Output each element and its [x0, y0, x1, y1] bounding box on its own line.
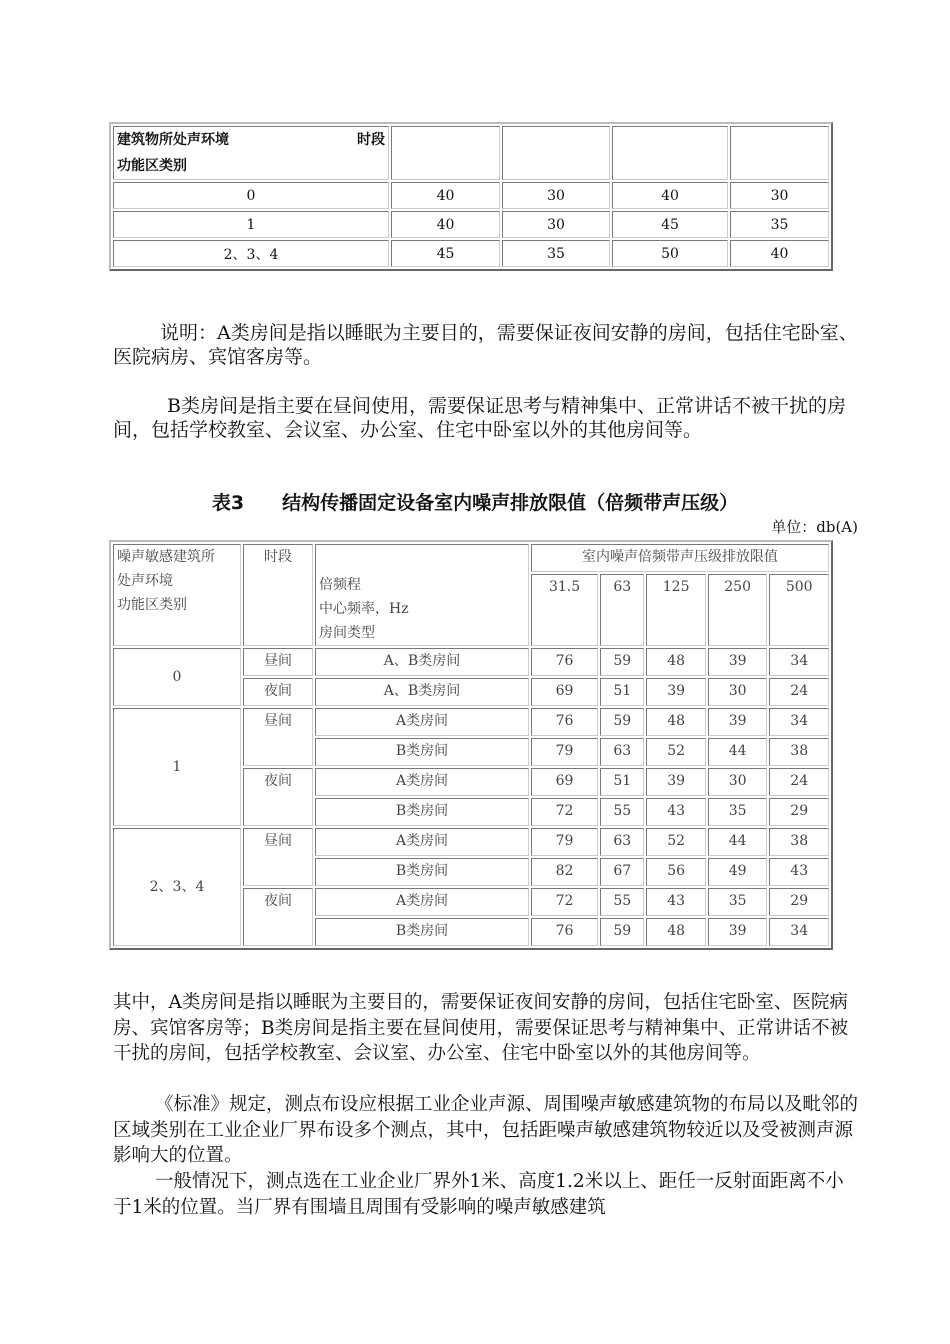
value-cell: 38	[769, 828, 829, 856]
value-cell: 35	[708, 798, 768, 826]
header-text: 噪声敏感建筑所	[117, 549, 215, 565]
header-text: 建筑物所处声环境	[117, 132, 229, 148]
period-cell: 夜间	[243, 768, 313, 826]
value-cell: 34	[769, 648, 829, 676]
room-type-cell: A类房间	[315, 708, 529, 736]
value-cell: 67	[600, 858, 644, 886]
value-cell: 39	[646, 678, 706, 706]
header-cell	[113, 126, 389, 180]
table-cell: 1	[113, 211, 389, 238]
header-text: 房间类型	[319, 625, 375, 641]
table-row	[113, 708, 829, 736]
period-cell: 夜间	[243, 678, 313, 706]
period-header: 时段	[243, 544, 313, 646]
table-cell: 30	[730, 182, 829, 209]
table-cell: 0	[113, 182, 389, 209]
frequency-cell: 63	[600, 574, 644, 646]
table-cell: 40	[612, 182, 728, 209]
value-cell: 49	[708, 858, 768, 886]
value-cell: 79	[531, 738, 598, 766]
period-cell: 昼间	[243, 828, 313, 886]
header-cell	[730, 126, 829, 180]
value-cell: 76	[531, 708, 598, 736]
paragraph: 《标准》规定，测点布设应根据工业企业声源、周围噪声敏感建筑物的布局以及毗邻的区域类别在工业企业厂界布设多个测点，其中，包括距噪声敏感建筑物较近以及受被测声源影响大的位置。	[113, 1094, 859, 1166]
value-cell: 24	[769, 678, 829, 706]
value-cell: 38	[769, 738, 829, 766]
table-cell: 45	[391, 240, 500, 267]
header-text: 功能区类别	[117, 597, 187, 613]
room-type-cell: B类房间	[315, 858, 529, 886]
table-row	[113, 828, 829, 856]
value-cell: 63	[600, 738, 644, 766]
frequency-cell: 250	[708, 574, 768, 646]
table-cell: 40	[730, 240, 829, 267]
table-3	[109, 540, 833, 950]
header-text: 时段	[357, 132, 385, 148]
value-cell: 52	[646, 828, 706, 856]
period-cell: 夜间	[243, 888, 313, 946]
header-text: 倍频程	[319, 577, 361, 593]
paragraph: 一般情况下，测点选在工业企业厂界外1米、高度1.2米以上、距任一反射面距离不小于1米的位置。当厂界有围墙且周围有受影响的噪声敏感建筑	[113, 1171, 844, 1218]
value-cell: 59	[600, 918, 644, 946]
value-cell: 44	[708, 828, 768, 856]
value-cell: 56	[646, 858, 706, 886]
value-cell: 34	[769, 918, 829, 946]
room-type-cell: B类房间	[315, 918, 529, 946]
frequency-cell: 31.5	[531, 574, 598, 646]
value-cell: 24	[769, 768, 829, 796]
table-cell: 45	[612, 211, 728, 238]
room-type-cell: A类房间	[315, 768, 529, 796]
header-cell	[391, 126, 500, 180]
frequency-cell: 125	[646, 574, 706, 646]
value-cell: 72	[531, 798, 598, 826]
value-cell: 39	[708, 918, 768, 946]
table-header-row	[113, 544, 829, 572]
value-cell: 69	[531, 768, 598, 796]
paragraph: 其中，A类房间是指以睡眠为主要目的，需要保证夜间安静的房间，包括住宅卧室、医院病房、宾馆客房等；B类房间是指主要在昼间使用，需要保证思考与精神集中、正常讲话不被干扰的房间，包括学校教室、会议室、办公室、住宅中卧室以外的其他房间等。	[113, 992, 849, 1064]
room-type-cell: B类房间	[315, 798, 529, 826]
note-b: B类房间是指主要在昼间使用，需要保证思考与精神集中、正常讲话不被干扰的房间，包括学校教室、会议室、办公室、住宅中卧室以外的其他房间等。	[113, 395, 846, 441]
header-cell	[502, 126, 610, 180]
value-cell: 63	[600, 828, 644, 856]
table-1	[109, 122, 833, 271]
octave-header	[315, 544, 529, 646]
table-cell: 30	[502, 211, 610, 238]
room-type-cell: B类房间	[315, 738, 529, 766]
value-cell: 51	[600, 768, 644, 796]
value-cell: 48	[646, 648, 706, 676]
value-cell: 30	[708, 768, 768, 796]
value-cell: 43	[646, 798, 706, 826]
value-cell: 35	[708, 888, 768, 916]
header-text: 处声环境	[117, 573, 173, 589]
note-a: 说明：A类房间是指以睡眠为主要目的，需要保证夜间安静的房间，包括住宅卧室、医院病房、宾馆客房等。	[113, 322, 858, 368]
table-cell: 35	[730, 211, 829, 238]
value-cell: 76	[531, 648, 598, 676]
table-3-title: 表3 结构传播固定设备室内噪声排放限值（倍频带声压级）	[211, 492, 739, 514]
table-cell: 30	[502, 182, 610, 209]
frequency-cell: 500	[769, 574, 829, 646]
value-cell: 29	[769, 798, 829, 826]
value-cell: 34	[769, 708, 829, 736]
value-cell: 39	[646, 768, 706, 796]
value-cell: 72	[531, 888, 598, 916]
header-cell	[612, 126, 728, 180]
table-row	[113, 182, 829, 209]
header-text: 中心频率，Hz	[319, 601, 409, 617]
value-cell: 43	[769, 858, 829, 886]
value-cell: 43	[646, 888, 706, 916]
table-cell: 40	[391, 211, 500, 238]
value-cell: 29	[769, 888, 829, 916]
zone-cell: 1	[113, 708, 241, 826]
value-cell: 55	[600, 798, 644, 826]
zone-cell: 2、3、4	[113, 828, 241, 946]
zone-cell: 0	[113, 648, 241, 706]
period-cell: 昼间	[243, 708, 313, 766]
value-cell: 76	[531, 918, 598, 946]
value-cell: 51	[600, 678, 644, 706]
table-row	[113, 240, 829, 267]
table-cell: 2、3、4	[113, 240, 389, 267]
room-type-cell: A、B类房间	[315, 648, 529, 676]
value-cell: 44	[708, 738, 768, 766]
value-cell: 39	[708, 708, 768, 736]
value-cell: 59	[600, 708, 644, 736]
value-cell: 69	[531, 678, 598, 706]
value-cell: 30	[708, 678, 768, 706]
value-cell: 39	[708, 648, 768, 676]
period-cell: 昼间	[243, 648, 313, 676]
table-cell: 40	[391, 182, 500, 209]
value-cell: 59	[600, 648, 644, 676]
value-cell: 52	[646, 738, 706, 766]
room-type-cell: A类房间	[315, 888, 529, 916]
value-cell: 55	[600, 888, 644, 916]
table-row	[113, 211, 829, 238]
value-cell: 48	[646, 918, 706, 946]
table-cell: 50	[612, 240, 728, 267]
room-type-cell: A类房间	[315, 828, 529, 856]
zone-header	[113, 544, 241, 646]
limit-group-header: 室内噪声倍频带声压级排放限值	[531, 544, 829, 572]
value-cell: 79	[531, 828, 598, 856]
room-type-cell: A、B类房间	[315, 678, 529, 706]
value-cell: 82	[531, 858, 598, 886]
header-text: 功能区类别	[117, 158, 187, 174]
unit-label: 单位：db(A)	[771, 518, 858, 536]
value-cell: 48	[646, 708, 706, 736]
table-header-row	[113, 126, 829, 180]
table-row	[113, 648, 829, 676]
table-cell: 35	[502, 240, 610, 267]
